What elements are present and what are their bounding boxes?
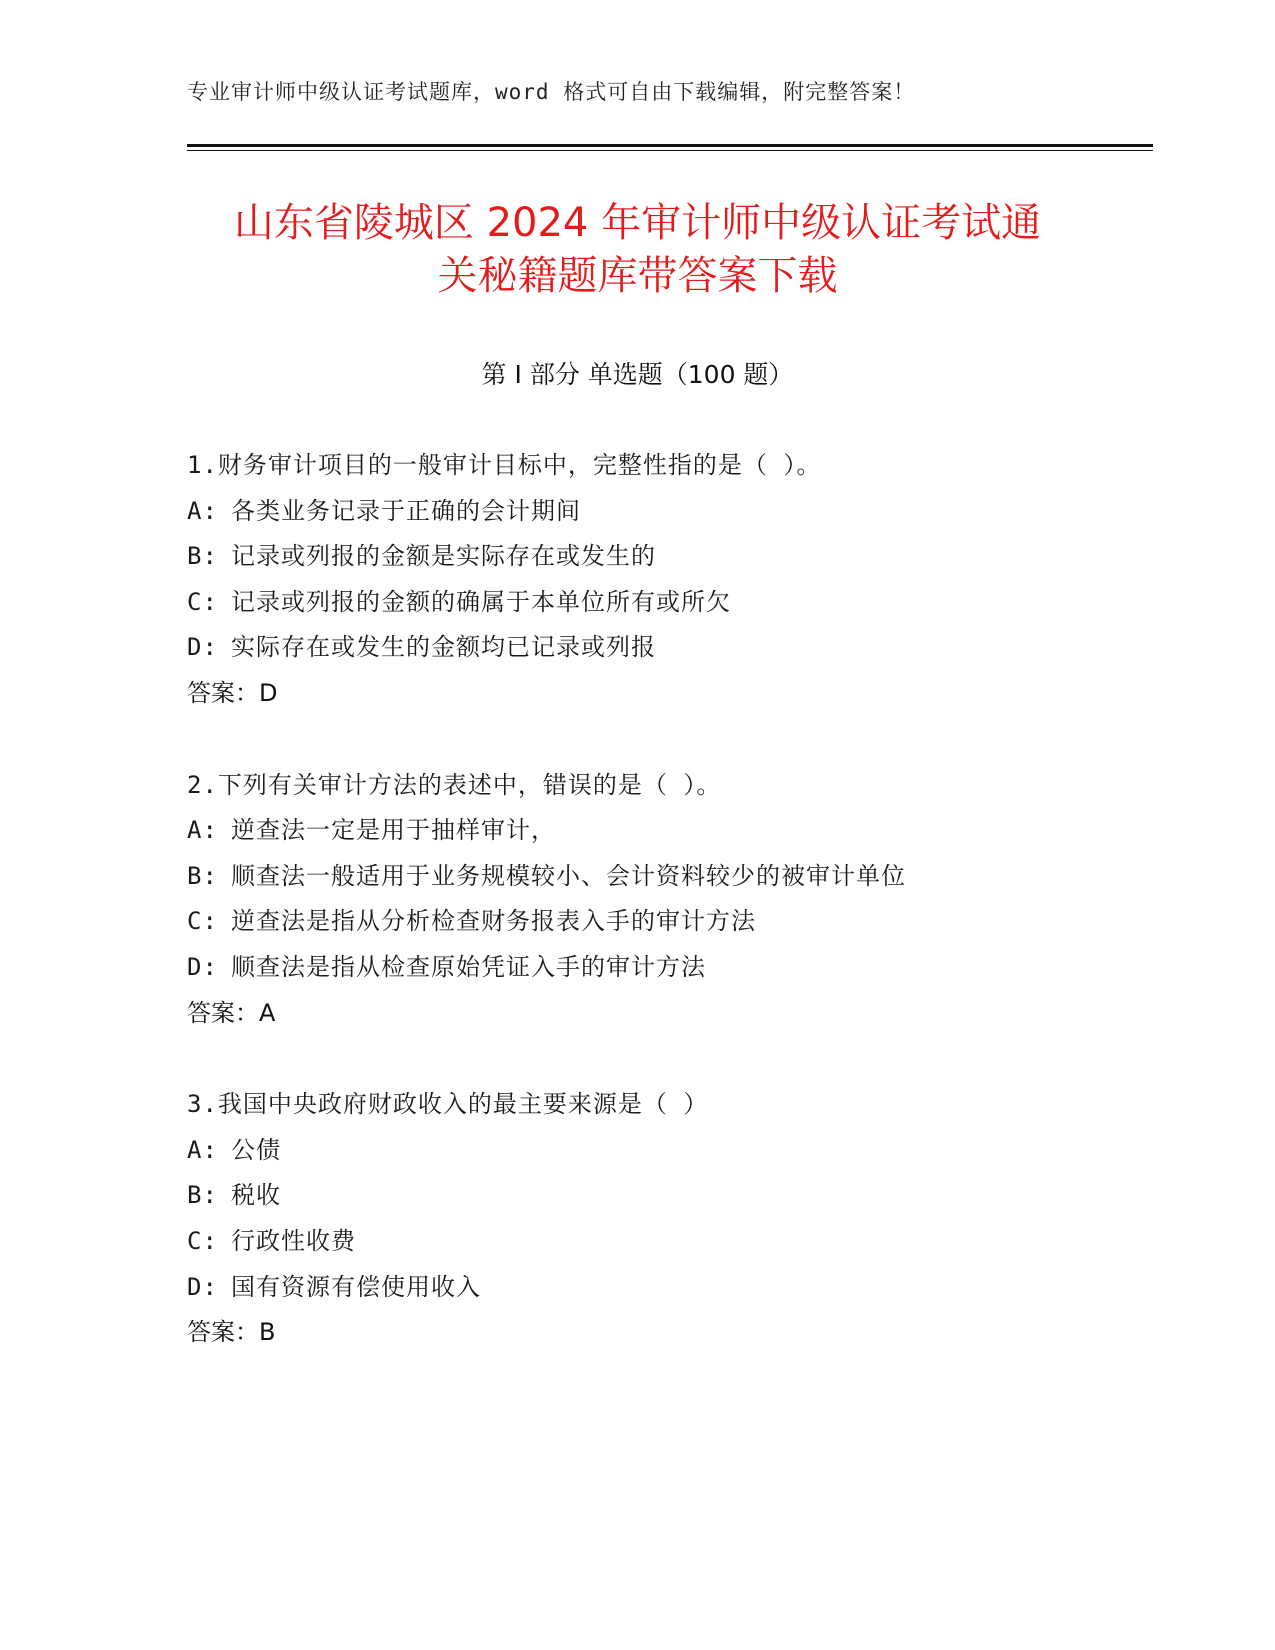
option-letter: C: [187,587,218,616]
option-text: 记录或列报的金额是实际存在或发生的 [231,542,656,571]
question-3 [187,1082,1187,1356]
option-letter: B: [187,542,218,571]
option-a [187,808,1187,854]
option-b [187,854,1187,900]
document-title-line1: 山东省陵城区 2024 年审计师中级认证考试通 [233,200,1042,246]
option-letter: C: [187,1226,218,1255]
header-divider-thick [187,144,1153,147]
answer: 答案：B [187,1318,276,1347]
option-d [187,945,1187,991]
question-stem: 2.下列有关审计方法的表述中，错误的是（ ）。 [187,770,722,799]
option-text: 逆查法一定是用于抽样审计， [231,816,556,845]
option-text: 逆查法是指从分析检查财务报表入手的审计方法 [231,907,756,936]
option-letter: A: [187,496,218,525]
option-letter: A: [187,1135,218,1164]
option-a [187,1128,1187,1174]
option-letter: D: [187,952,218,981]
option-text: 行政性收费 [231,1226,356,1255]
option-d [187,1265,1187,1311]
option-text: 税收 [231,1181,281,1210]
option-b [187,534,1187,580]
option-letter: B: [187,1181,218,1210]
option-letter: D: [187,633,218,662]
question-1 [187,443,1187,717]
header-divider-thin [187,150,1153,151]
answer: 答案：A [187,998,276,1027]
answer: 答案：D [187,678,278,707]
question-stem: 1.财务审计项目的一般审计目标中，完整性指的是（ ）。 [187,451,822,479]
option-a [187,489,1187,535]
document-title [150,197,1125,303]
option-c [187,899,1187,945]
option-text: 记录或列报的金额的确属于本单位所有或所欠 [231,587,731,616]
option-c [187,1219,1187,1265]
question-2 [187,763,1187,1037]
option-letter: D: [187,1272,218,1301]
header-note: 专业审计师中级认证考试题库，word 格式可自由下载编辑，附完整答案！ [187,80,916,104]
option-text: 顺查法是指从检查原始凭证入手的审计方法 [231,952,706,981]
question-stem: 3.我国中央政府财政收入的最主要来源是（ ） [187,1090,709,1119]
option-text: 实际存在或发生的金额均已记录或列报 [231,633,656,662]
section-heading: 第 I 部分 单选题（100 题） [481,360,794,389]
option-letter: A: [187,816,218,845]
document-title-line2: 关秘籍题库带答案下载 [437,253,838,299]
option-letter: B: [187,861,218,890]
option-text: 公债 [231,1135,281,1164]
option-letter: C: [187,907,218,936]
option-text: 各类业务记录于正确的会计期间 [231,496,581,525]
option-b [187,1173,1187,1219]
option-text: 国有资源有偿使用收入 [231,1272,481,1301]
option-d [187,625,1187,671]
question-list [187,443,1187,1356]
option-text: 顺查法一般适用于业务规模较小、会计资料较少的被审计单位 [231,861,906,890]
option-c [187,580,1187,626]
